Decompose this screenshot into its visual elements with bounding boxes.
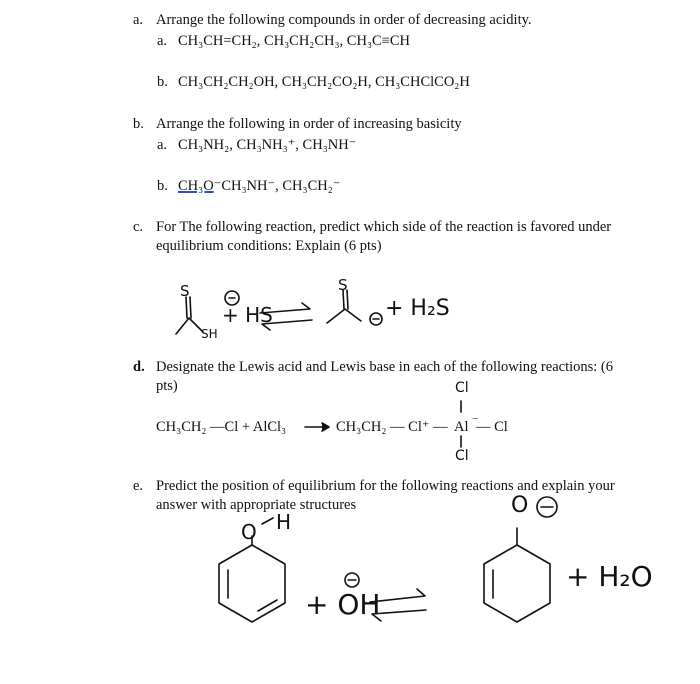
q-a-part-a-text: CH₃CH=CH₂, CH₃CH₂CH₃, CH₃C≡CH (178, 33, 410, 49)
q-b-part-b-text-2: ⁻CH₃NH⁻, CH₃CH₂⁻ (213, 178, 341, 194)
q-c-marker: c. (133, 219, 144, 235)
q-d-line2: pts) (156, 378, 178, 394)
q-e-line1: Predict the position of equilibrium for the following reactions and explain your (156, 478, 615, 494)
q-a-part-b-marker: b. (157, 74, 168, 90)
q-d-marker: d. (133, 359, 145, 375)
q-b-part-b-text-1: CH₃O (178, 178, 214, 194)
d-cl-bottom: Cl (455, 448, 469, 464)
d-cl-top: Cl (455, 380, 469, 396)
e-hw-phenoxide-o: O (511, 493, 529, 518)
q-c-line1: For The following reaction, predict which side of the reaction is favored under (156, 219, 612, 235)
q-b-part-b-marker: b. (157, 178, 168, 194)
e-hw-plus-oh: + OH (305, 588, 381, 621)
c-hw-plus-h2s: + H₂S (385, 296, 450, 321)
c-hw-sh: SH (201, 327, 218, 341)
e-phenoxide-ring (484, 545, 550, 622)
d-al: Al (454, 419, 469, 435)
q-b-part-a-text: CH₃NH₂, CH₃NH₃⁺, CH₃NH⁻ (178, 137, 357, 153)
e-hw-plus-h2o: + H₂O (566, 560, 653, 593)
q-a-part-b-text: CH₃CH₂CH₂OH, CH₃CH₂CO₂H, CH₃CHClCO₂H (178, 74, 470, 90)
d-product-left: CH₃CH₂ — Cl⁺ — (336, 419, 448, 435)
e-hw-oh-h: H (276, 510, 292, 534)
q-e-marker: e. (133, 478, 144, 494)
q-c-line2: equilibrium conditions: Explain (6 pts) (156, 238, 382, 254)
d-cl-right: — Cl (476, 419, 508, 435)
q-b-part-a-marker: a. (157, 137, 168, 153)
q-b-marker: b. (133, 116, 144, 132)
c-hw-plus-hs: + HS (222, 303, 273, 327)
q-d-line1: Designate the Lewis acid and Lewis base in each of the following reactions: (6 (156, 359, 613, 375)
d-al-charge: − (472, 413, 479, 425)
q-a-marker: a. (133, 12, 144, 28)
c-hw-s1: S (180, 282, 190, 300)
q-a-part-a-marker: a. (157, 33, 168, 49)
d-reactant: CH₃CH₂ —Cl + AlCl₃ (156, 419, 287, 435)
e-phenol-ring (219, 545, 285, 622)
e-hw-oh-o: O (241, 520, 257, 544)
c-hw-s2: S (338, 276, 348, 294)
q-b-prompt: Arrange the following in order of increasing basicity (156, 116, 462, 132)
q-a-prompt: Arrange the following compounds in order of decreasing acidity. (156, 12, 532, 28)
q-e-line2: answer with appropriate structures (156, 497, 357, 513)
